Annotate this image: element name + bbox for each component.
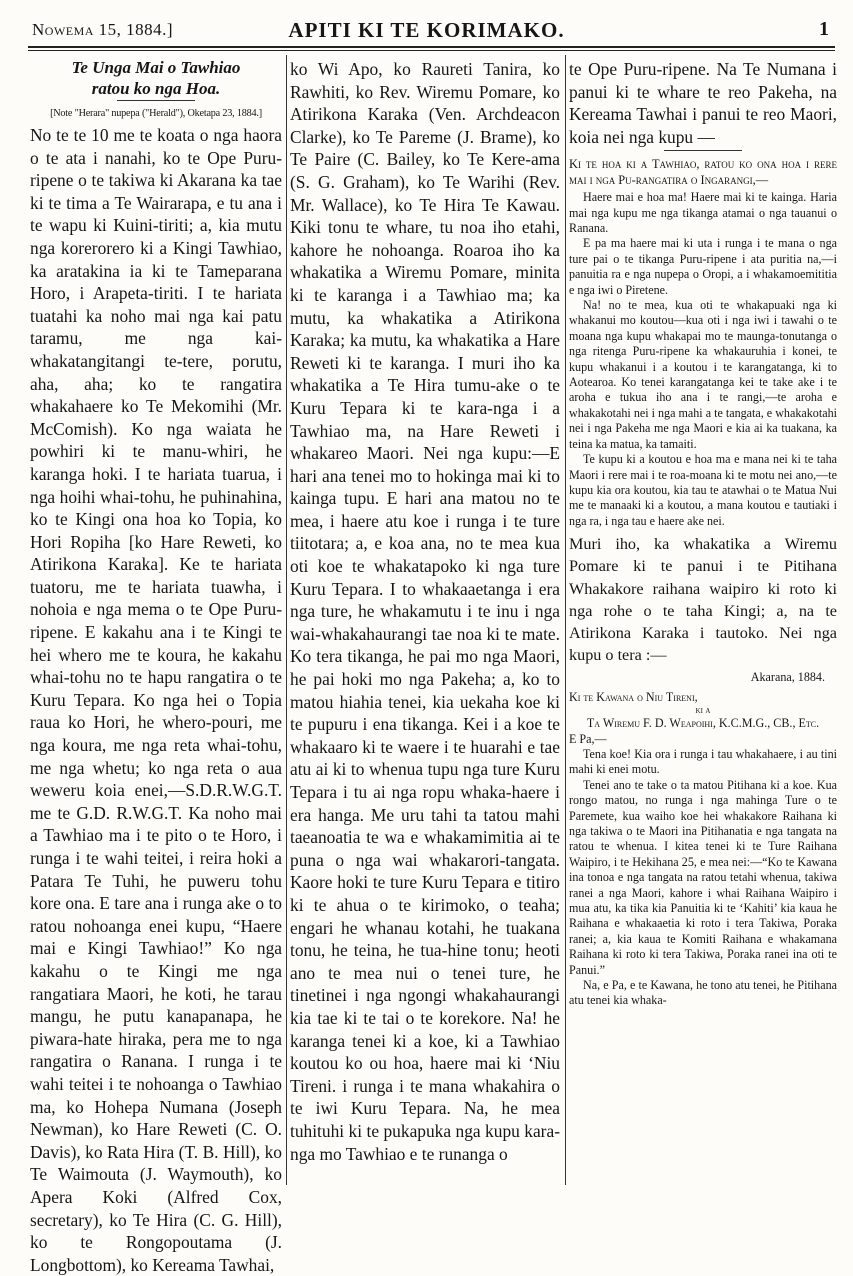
article-title-line-2: ratou ko nga Hoa.: [91, 79, 221, 98]
column-divider: [565, 55, 566, 1185]
page-number: 1: [819, 18, 829, 40]
column-3-intro: te Ope Puru-ripene. Na Te Numana i panui ki te whare te reo Pakeha, na Kereama Tawhai i panui te reo Maori, koia nei nga kupu —: [569, 59, 837, 147]
column-divider: [286, 55, 287, 1185]
page-header: [18, 8, 835, 44]
article-body-column-2: ko Wi Apo, ko Raureti Tanira, ko Rawhiti, ko Rev. Wiremu Pomare, ko Atirikona Karaka (Ven. Archdeacon Clarke), ko Te Pareme (J. Brame), ko Te Paire (C. Bailey, ko Te Kere-ama (S. G. Graham), ko Te Warihi (Rev. Mr. Wallace), ko Te Hira Te Kawau. Kiki tonu te whare, tu noa iho etahi, kahore he nohoanga. Roaroa iho ka whakatika a Wiremu Pomare, minita ki te karanga i a Tawhiao ma; ka mutu, ka whakatika a Atirikona Karaka; ka mutu, ka whakatika a Hare Reweti ki te karanga. I muri iho ka whakatika a Te Hira tumu-ake o te Kuru Tepara ki te kara-nga i a Tawhiao ma, na Hare Reweti i whakareo Maori. Nei nga kupu:—E hari ana tenei mo to hokinga mai ki to kainga tupu. E hari ana matou no te mea, i haere atu koe i runga i te ture tiitotara; a, e koa ana, no te mea kua oti koe te whakatapoko ki nga ture Kuru Tepara. I to whakaaetanga i era nga ture, he whakamutu i te inu i nga wai-whakahaurangi tae noa ki te mate. Ko tera tikanga, he pai mo nga Maori, he pai hoki mo nga Pakeha; a, ko to matou hiahia tenei, kia uekaha koe ki te pupuru i ena tikanga. Kei i a koe te whakaaro ki te waere i te huarahi e tae atu ai ki to whenua tupu nga ture Kuru Tepara i tu ai nga ropu whaka-haere i era hanga. Me uru tahi ta tatou mahi taeanoatia te wa e whakamimitia ai te puna o nga wai whakarori-tangata. Kaore hoki te ture Kuru Tepara e titiro ki te ahua o te kirimoko, o teaha; engari he whanau kotahi, he tuakana tonu, he teina, he tua-hine tonu; heoti ano te mea nui o tenei ture, he tinetinei i nga ngongi whakahaurangi kia tae ki te tai o te korekore. Na! he karanga tenei ki a koe, ki a Tawhiao koutou ko ou hoa, haere mai ki ‘Niu Tireni. i runga i te mana whakahira o te iwi Kuru Tepara. Na, he mea tuhituhi ki te pukapuka nga kupu kara-nga mo Tawhiao e te runanga o: [290, 59, 560, 1164]
petition-paragraph: Tenei ano te take o ta matou Pitihana ki a koe. Kua rongo matou, no runga i nga mahinga Ture o te Paremete, kua waiho koe hei whakakore Raihana ki nga takiwa o te Maori ina Pitihanatia e nga tangata na ratou te whenua. I kitea tenei ki te Ture Raihana Waipiro, i te Hekihana 25, e mea nei:—“Ko te Kawana ina tonoa e nga tangata na ratou tetahi whenua, takiwa ranei a nga Maori, kahore i whai Raihana Waipiro i mua atu, ka tika kia Panuitia ki te ‘Kahiti’ kia kaua he Raihana e whakaaetia ki roto i tera Takiwa, Poraka ranei; a, kia kaua te Komiti Raihana e whakamana Raihana ki roto ki tera Takiwa, Poraka ranei ina oti te Panui.”: [569, 777, 837, 977]
place-date: Akarana, 1884.: [750, 670, 825, 685]
address-paragraph: Na! no te mea, kua oti te whakapuaki nga ki whakanui mo koutou—kua oti i nga iwi i tawahi o te moana nga kupu whakapai mo te maunga-tonutanga o nga ritenga Puru-ripene ka whakauruhia i konei, te kupu whakanui i a koutou i te karangatanga, ki to Aotearoa. Ko tenei karangatanga kei te take ake i te aroha e tukua iho ana i te rangi,—te aroha e whakakotahi nei i nga mahi a te tangata, e whakakotahi nei i nga Pakeha me nga Maori e kia ai ka tuakana, ka teina ka matua, ka tamaiti.: [569, 298, 837, 451]
header-rule-thin: [28, 50, 835, 51]
section-rule: [664, 150, 742, 151]
column-3: [569, 58, 837, 1186]
column-2: [290, 58, 560, 1186]
recipient-line: Ta Wiremu F. D. Weapoihi, K.C.M.G., CB., Etc.: [586, 716, 820, 731]
issue-date: Nowema 15, 1884.]: [32, 20, 174, 39]
source-note: [Note "Herara" nupepa ("Herald"), Oketapa 23, 1884.]: [50, 108, 262, 119]
column-1: [30, 58, 282, 1275]
header-rule: [28, 46, 835, 48]
to-governor-line: Ki te Kawana o Niu Tireni,: [569, 689, 698, 704]
article-body-column-1: No te te 10 me te koata o nga haora o te ata i nanahi, ko te Ope Puru-ripene o te takiwa ki Akarana ka tae ki te tima a Te Wairarapa, e tu ana i te wapu ki Kuini-tiriti; a, kia mutu nga korerorero ki a Kingi Tawhiao, ka aratakina ia ki te Tameparana Horo, i Arapeta-tiriti. I te hariata tuatahi ka noho mai nga kai patu taramu, me nga kai-whakatangitangi te-tere, porutu, aha, aha; ko te rangatira whakahaere ko Te Mekomihi (Mr. McComish). Ko nga waiata he powhiri ki te manu-whiri, he karanga hoki. I te hariata tuarua, i nga hoihi whai-tohu, he puhinahina, ko te Kingi ona hoa ko Topia, ko Hori Ropiha [ko Hare Reweti, ko Atirikona Karaka]. Ke te hariata tuatoru, me te hariata tuawha, i nohoia e nga mema o te Ope Puru-ripene. E kakahu ana i te Kingi te hei whero me te koura, he kakahu whai-tohu no te hapu rangatira o te Kuru Tepara. Ko nga hei o Topia raua ko Hori, he whero-pouri, me nga koura, me nga reta whai-tohu, me nga whetu; ko nga reta o aua weweru koia enei,—S.D.R.W.G.T. me te G.D. R.W.G.T. Ka noho mai a Tawhiao ma i te pito o te Horo, i runga i te wahi teitei, i reira hoki a Patara Te Tuhi, he puweru tohu kore ona. E tare ana i runga ake o to ratou nohoanga enei kupu, “Haere mai e Kingi Tawhiao!” Ko nga kakahu o te Kingi me nga rangatiara Maori, he koti, he tarau mangu, he putu kanapanapa, he piwara-hate hiraka, pera me to nga rangatira o Ranana. I runga i te wahi teitei i te nohoanga o Tawhiao ma, ko Hohepa Numana (Joseph Newman), ko Hare Reweti (C. O. Davis), ko Rata Hira (T. B. Hill), ko Te Waimouta (J. Waymouth), ko Apera Koki (Alfred Cox, secretary), ko Te Hira (C. G. Hill), ko te Rongopoutama (J. Longbottom), ko Kereama Tawhai,: [30, 125, 282, 1275]
petition-intro: Muri iho, ka whakatika a Wiremu Pomare ki te panui i te Pitihana Whakakore raihana waipiro ki roto ki nga rohe o te taha Kingi; a, na te Atirikona Karaka i tautoko. Nei nga kupu o tera :—: [569, 535, 837, 665]
address-paragraph: Haere mai e hoa ma! Haere mai ki te kainga. Haria mai nga kupu me nga tikanga atamai o nga tauanui o Ranana.: [569, 190, 837, 235]
newspaper-title: APITI KI TE KORIMAKO.: [288, 18, 565, 42]
petition-paragraph: Na, e Pa, e te Kawana, he tono atu tenei, he Pitihana atu tenei kia whaka-: [569, 978, 837, 1008]
ki-a-line: ki a: [695, 705, 711, 717]
address-paragraph: Te kupu ki a koutou e hoa ma e mana nei ki te taha Maori i rere mai i te roa-moana ki te motu nei ano,—te kupu kia ora koutou, kia tau te atawhai o te Matua Nui me te manaaki ki a koutou, a mana koutou e tautiaki i nga ra, i nga tau e haere ake nei.: [569, 452, 837, 528]
petition-paragraph: Tena koe! Kia ora i runga i tau whakahaere, i au tini mahi ki enei motu.: [569, 746, 837, 777]
address-paragraph: E pa ma haere mai ki uta i runga i te mana o nga ture pai o te tikanga Puru-ripene i ata puritia na,—i panuitia ra e nga nupepa o Oropi, a i whakamoemititia e nga iwi o Piretene.: [569, 236, 837, 297]
article-title-line-1: Te Unga Mai o Tawhiao: [71, 58, 241, 77]
title-rule: [117, 100, 195, 101]
address-heading: Ki te hoa ki a Tawhiao, ratou ko ona hoa i rere mai i nga Pu-rangatira o Ingarangi,—: [569, 157, 837, 187]
address-body: [569, 190, 837, 529]
salutation: E Pa,—: [569, 731, 607, 746]
